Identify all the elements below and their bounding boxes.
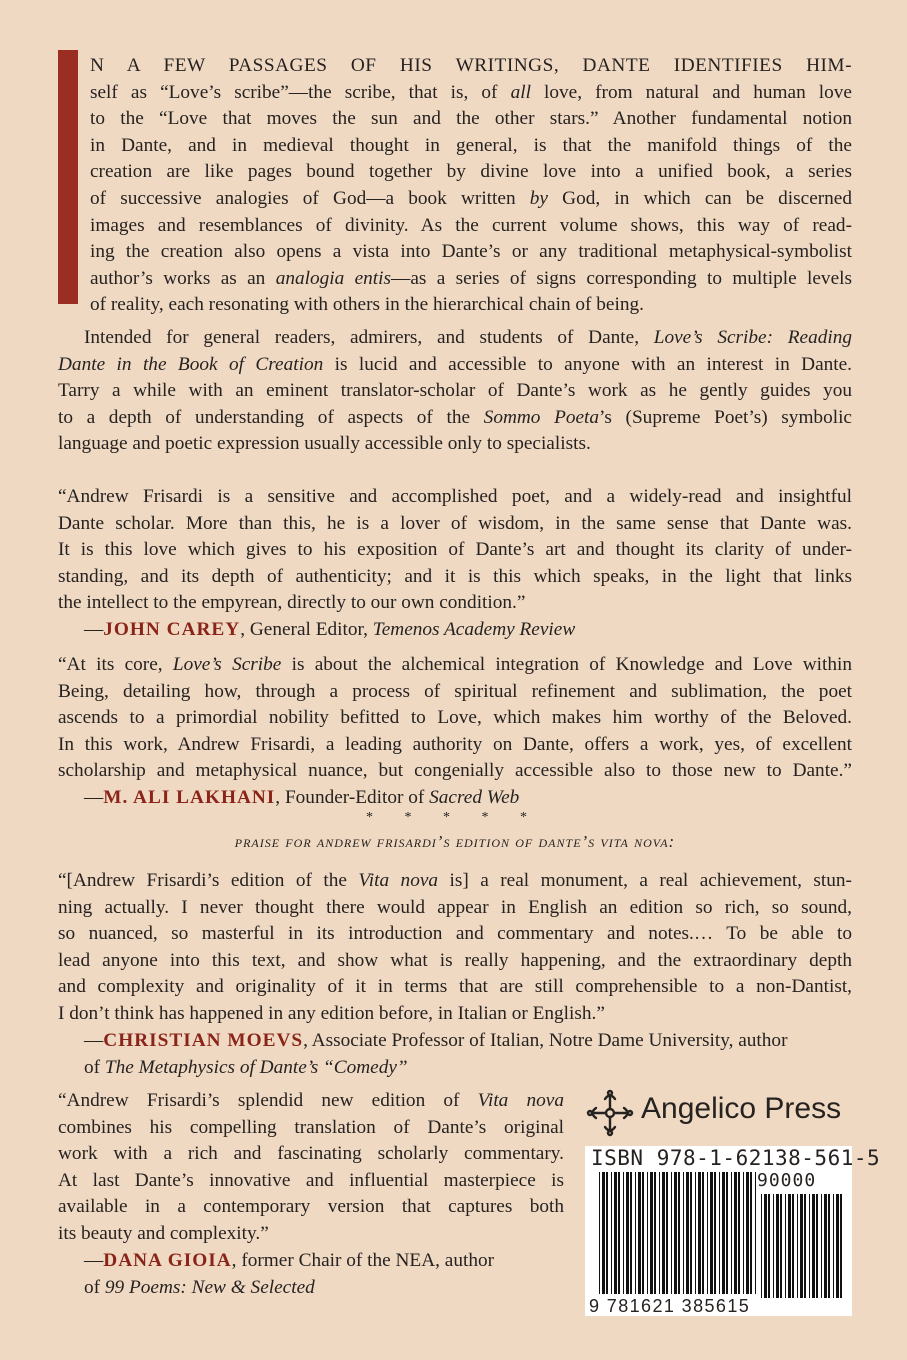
- barcode-bar: [833, 1194, 834, 1298]
- barcode-bar: [638, 1172, 641, 1294]
- blurb-gioia: [58, 1088, 564, 1248]
- barcode-bar: [678, 1172, 680, 1294]
- barcode-bar: [714, 1172, 716, 1294]
- price-addon: 90000: [757, 1170, 817, 1191]
- barcode-bar: [602, 1172, 605, 1294]
- intro-line: of reality, each resonating with others in the hierarchical chain of being.: [90, 294, 644, 316]
- description-line: Intended for general readers, admirers, and students of Dante, Love’s Scribe: Reading: [84, 327, 852, 348]
- barcode-bar: [683, 1172, 684, 1294]
- blurb-moevs: [58, 868, 852, 1028]
- barcode-bar: [686, 1172, 689, 1294]
- barcode-bar: [659, 1172, 660, 1294]
- attribution-lakhani: —M. ALI LAKHANI, Founder-Editor of Sacred Web: [84, 787, 520, 808]
- barcode-bar: [599, 1172, 600, 1294]
- publication-title: Temenos Academy Review: [372, 619, 576, 640]
- barcode-bar: [731, 1172, 732, 1294]
- quote-line: “[Andrew Frisardi’s edition of the Vita nova is] a real monument, a real achievement, stun-: [58, 870, 852, 891]
- barcode-bar: [828, 1194, 830, 1298]
- quote-line: ning actually. I never thought there would appear in English an edition so rich, so sound,: [58, 896, 852, 918]
- intro-line: images and resemblances of divinity. As the current volume shows, this way of read-: [90, 214, 852, 236]
- barcode-bar: [746, 1172, 749, 1294]
- intro-line: to the “Love that moves the sun and the other stars.” Another fundamental notion: [90, 108, 852, 130]
- quote-line: Dante scholar. More than this, he is a lover of wisdom, in the same sense that Dante was.: [58, 512, 852, 534]
- description-line: Dante in the Book of Creation is lucid and accessible to anyone with an interest in Dante.: [58, 353, 852, 375]
- barcode-bar: [776, 1194, 779, 1298]
- barcode-bar: [671, 1172, 672, 1294]
- quote-line: available in a contemporary version that captures both: [58, 1196, 564, 1218]
- barcode-bar: [768, 1194, 770, 1298]
- publication-title: The Metaphysics of Dante’s “Comedy”: [104, 1056, 408, 1078]
- barcode-bar: [804, 1194, 806, 1298]
- author-name: M. ALI LAKHANI: [103, 787, 276, 808]
- quote-line: “At its core, Love’s Scribe is about the alchemical integration of Knowledge and Love within: [58, 654, 852, 675]
- attribution-gioia: —DANA GIOIA, former Chair of the NEA, author: [84, 1250, 495, 1271]
- author-name: CHRISTIAN MOEVS: [103, 1030, 304, 1051]
- quote-line: the intellect to the empyrean, directly to our own condition.”: [58, 592, 526, 614]
- barcode-bar: [743, 1172, 744, 1294]
- intro-line: in Dante, and in medieval thought in general, is that the manifold things of the: [90, 134, 852, 156]
- barcode-bar: [840, 1194, 842, 1298]
- barcode-bar: [836, 1194, 839, 1298]
- barcode-bar: [780, 1194, 782, 1298]
- barcode-digits: 9 781621 385615: [589, 1296, 751, 1316]
- barcode-bar: [809, 1194, 810, 1298]
- barcode-bar: [642, 1172, 644, 1294]
- barcode-bar: [698, 1172, 701, 1294]
- barcode-bar: [797, 1194, 798, 1298]
- barcode-bar: [611, 1172, 612, 1294]
- quote-line: It is this love which gives to his exposition of Dante’s art and thought its clarity of under-: [58, 539, 852, 561]
- attribution-moevs: —CHRISTIAN MOEVS, Associate Professor of Italian, Notre Dame University, author: [84, 1030, 788, 1051]
- quote-line: lead anyone into this text, and show what is really happening, and the extraordinary depth: [58, 949, 852, 971]
- barcode-bar: [626, 1172, 629, 1294]
- quote-line: At last Dante’s innovative and influential masterpiece is: [58, 1169, 564, 1191]
- barcode-bar: [800, 1194, 803, 1298]
- author-name: DANA GIOIA: [103, 1250, 232, 1271]
- intro-paragraph-cont: [90, 80, 852, 319]
- intro-line: ing the creation also opens a vista into Dante’s or any traditional metaphysical-symbolist: [90, 241, 852, 263]
- barcode-bar: [707, 1172, 708, 1294]
- quote-line: Being, detailing how, through a process of spiritual refinement and sublimation, the poet: [58, 680, 852, 702]
- barcode-bar: [773, 1194, 774, 1298]
- barcode-bar: [764, 1194, 767, 1298]
- barcode-bar: [666, 1172, 668, 1294]
- barcode-bar: [618, 1172, 620, 1294]
- attribution-gioia-cont: of 99 Poems: New & Selected: [84, 1276, 315, 1298]
- barcode-bar: [726, 1172, 728, 1294]
- barcode-bar: [816, 1194, 818, 1298]
- blurb-carey: [58, 484, 852, 617]
- barcode-bar: [792, 1194, 794, 1298]
- barcode-bar: [647, 1172, 648, 1294]
- addon-bars: [761, 1194, 845, 1298]
- blurb-lakhani: [58, 652, 852, 785]
- intro-line: creation are like pages bound together by divine love into a unified book, a series: [90, 161, 852, 183]
- intro-line: self as “Love’s scribe”—the scribe, that is, of all love, from natural and human love: [90, 81, 852, 103]
- barcode-bar: [761, 1194, 762, 1298]
- quote-line: standing, and its depth of authenticity; and it is this which speaks, in the light that links: [58, 565, 852, 587]
- barcode-bar: [650, 1172, 653, 1294]
- intro-line: author’s works as an analogia entis—as a series of signs corresponding to multiple levels: [90, 267, 852, 289]
- barcode-bar: [690, 1172, 692, 1294]
- quote-line: and complexity and originality of it in terms that are still comprehensible to a non-Dantist,: [58, 976, 852, 998]
- cross-ornament-icon: [585, 1088, 635, 1138]
- barcode-bar: [662, 1172, 665, 1294]
- description-line: language and poetic expression usually accessible only to specialists.: [58, 433, 591, 455]
- barcode-bar: [695, 1172, 696, 1294]
- attribution-carey: —JOHN CAREY, General Editor, Temenos Academy Review: [84, 619, 576, 640]
- description-line: Tarry a while with an eminent translator-scholar of Dante’s work as he gently guides you: [58, 380, 852, 402]
- intro-paragraph: [90, 53, 852, 80]
- drop-cap: [58, 50, 78, 304]
- quote-line: I don’t think has happened in any edition before, in Italian or English.”: [58, 1002, 605, 1024]
- quote-line: combines his compelling translation of Dante’s original: [58, 1116, 564, 1138]
- description-line: to a depth of understanding of aspects of the Sommo Poeta’s (Supreme Poet’s) symbolic: [58, 406, 852, 428]
- author-name: JOHN CAREY: [103, 619, 241, 640]
- publisher-name: Angelico Press: [641, 1092, 842, 1125]
- barcode-bar: [788, 1194, 791, 1298]
- quote-line: its beauty and complexity.”: [58, 1222, 269, 1244]
- praise-heading: praise for andrew frisardi’s edition of dante’s vita nova:: [234, 832, 676, 851]
- barcode-bars: [599, 1172, 759, 1300]
- drop-cap-letter: [60, 48, 63, 59]
- barcode-bar: [630, 1172, 632, 1294]
- isbn-label: ISBN 978-1-62138-561-5: [591, 1146, 881, 1170]
- barcode-bar: [606, 1172, 608, 1294]
- quote-line: “Andrew Frisardi is a sensitive and accomplished poet, and a widely-read and insightful: [58, 486, 852, 507]
- barcode-bar: [738, 1172, 740, 1294]
- quote-line: ascends to a primordial nobility befitted to Love, which makes him worthy of the Beloved.: [58, 707, 852, 729]
- quote-line: so nuanced, so masterful in its introduction and commentary and notes.… To be able to: [58, 923, 852, 945]
- barcode-bar: [812, 1194, 815, 1298]
- quote-line: In this work, Andrew Frisardi, a leading authority on Dante, offers a work, yes, of excellent: [58, 733, 852, 755]
- isbn-barcode: [585, 1146, 881, 1316]
- intro-line: of successive analogies of God—a book written by God, in which can be discerned: [90, 187, 853, 209]
- barcode-bar: [635, 1172, 636, 1294]
- barcode-bar: [674, 1172, 677, 1294]
- barcode-bar: [614, 1172, 617, 1294]
- barcode-bar: [821, 1194, 822, 1298]
- intro-line: N A FEW PASSAGES OF HIS WRITINGS, DANTE IDENTIFIES HIM-: [90, 55, 852, 76]
- publication-title: Sacred Web: [429, 787, 520, 808]
- description-paragraph: [58, 325, 852, 458]
- barcode-bar: [755, 1172, 756, 1294]
- quote-line: work with a rich and fascinating scholarly commentary.: [58, 1143, 564, 1165]
- barcode-bar: [722, 1172, 725, 1294]
- barcode-bar: [654, 1172, 656, 1294]
- barcode-bar: [824, 1194, 827, 1298]
- quote-line: “Andrew Frisardi’s splendid new edition of Vita nova: [58, 1090, 564, 1111]
- barcode-bar: [750, 1172, 752, 1294]
- barcode-bar: [623, 1172, 624, 1294]
- barcode-bar: [785, 1194, 786, 1298]
- attribution-moevs-cont: of The Metaphysics of Dante’s “Comedy”: [84, 1056, 408, 1078]
- barcode-bar: [702, 1172, 704, 1294]
- publication-title: 99 Poems: New & Selected: [104, 1276, 315, 1298]
- publisher-logo: [585, 1086, 855, 1146]
- barcode-bar: [719, 1172, 720, 1294]
- quote-line: scholarship and metaphysical nuance, but congenially accessible also to those new to Dante.”: [58, 760, 852, 782]
- barcode-bar: [734, 1172, 737, 1294]
- barcode-bar: [710, 1172, 713, 1294]
- section-separator: * * * * *: [366, 810, 541, 825]
